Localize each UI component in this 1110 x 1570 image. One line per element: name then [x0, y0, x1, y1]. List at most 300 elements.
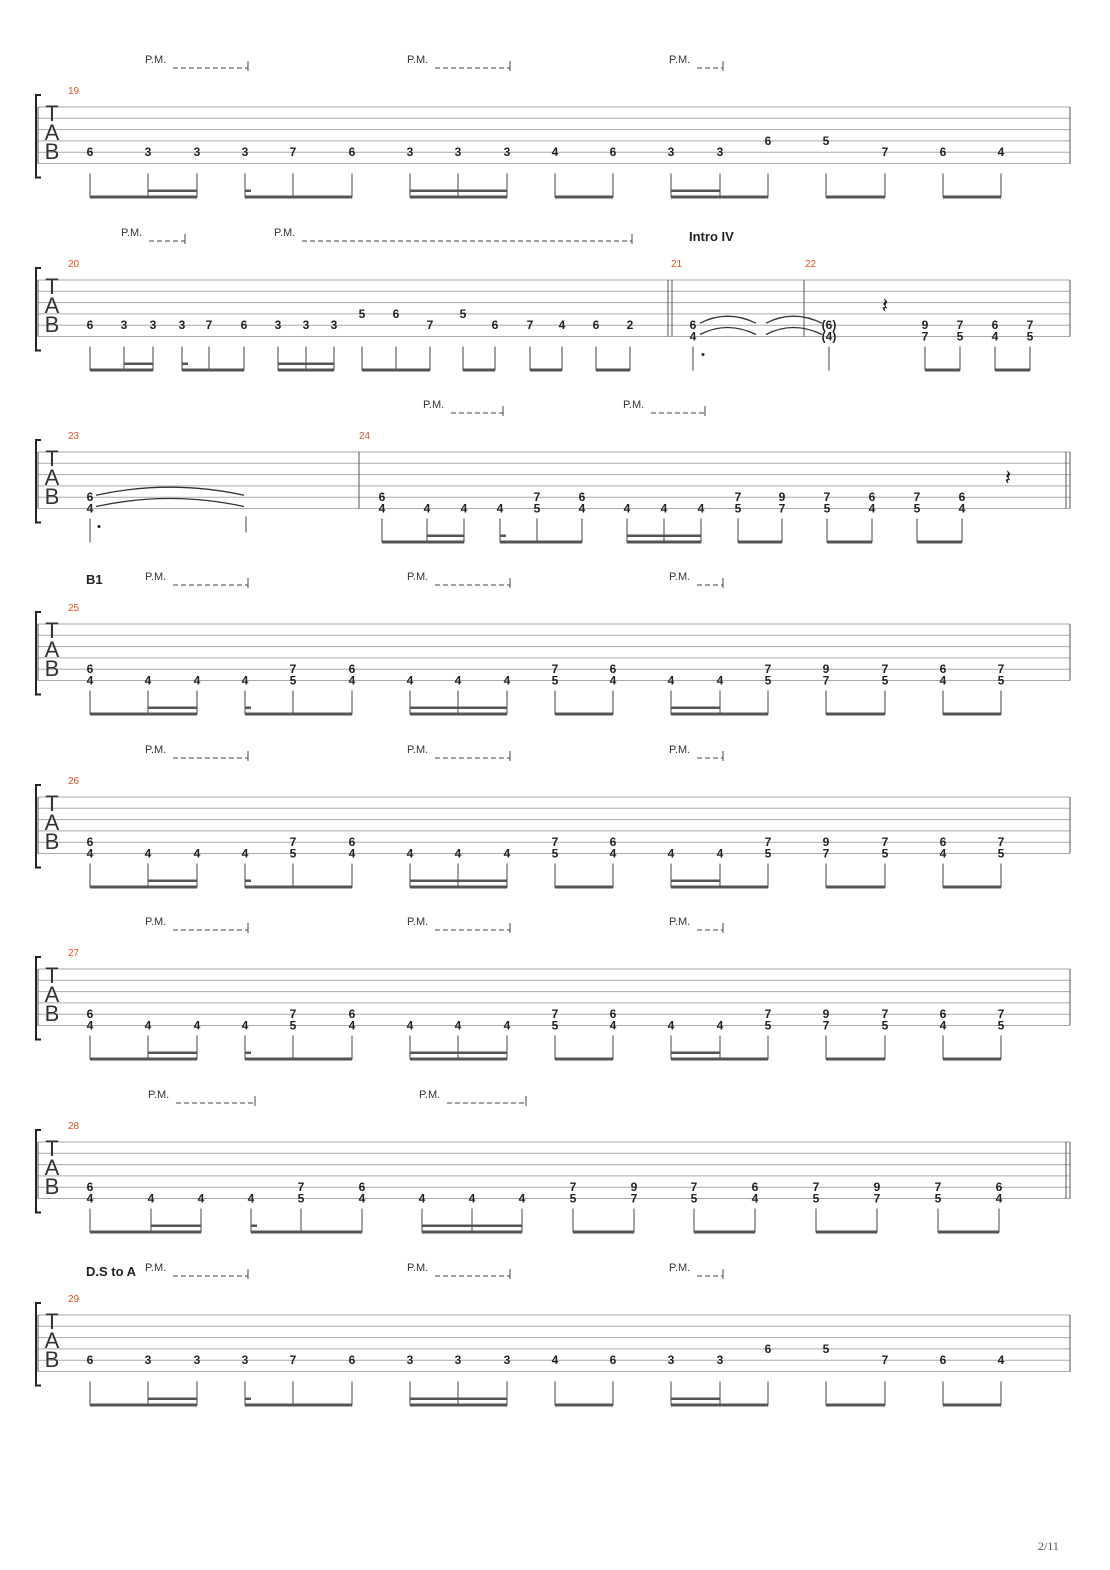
fret-number: 4 — [503, 673, 511, 688]
fret-number: 4 — [241, 846, 249, 861]
beam-16th — [500, 535, 506, 538]
fret-number: 4 — [454, 673, 462, 688]
fret-number: 6 — [86, 1180, 94, 1195]
fret-number: 4 — [716, 1018, 724, 1033]
tab-system — [36, 399, 1070, 544]
fret-number: 4 — [997, 1353, 1005, 1368]
beam — [943, 713, 1001, 716]
beam — [826, 1404, 885, 1407]
fret-number: 7 — [551, 662, 559, 677]
fret-number: 5 — [822, 1341, 830, 1356]
tab-system — [36, 54, 1070, 199]
fret-number: 3 — [503, 145, 511, 160]
fret-number: 4 — [991, 329, 999, 344]
fret-number: 6 — [86, 662, 94, 677]
fret-number: 6 — [868, 490, 876, 505]
tab-clef-letter: A — [44, 810, 60, 835]
fret-number: 4 — [939, 846, 947, 861]
beam — [555, 1404, 613, 1407]
beam-16th — [410, 707, 507, 710]
palm-mute-label: P.M. — [669, 1262, 691, 1274]
fret-number: 7 — [569, 1180, 577, 1195]
tab-clef-letter: B — [44, 312, 60, 337]
section-label: Intro IV — [689, 229, 734, 244]
fret-number: 9 — [822, 835, 830, 850]
tab-clef-letter: B — [44, 656, 60, 681]
fret-number: 5 — [881, 846, 889, 861]
fret-number: 3 — [120, 318, 128, 333]
beam — [410, 1404, 507, 1407]
palm-mute-label: P.M. — [423, 399, 445, 411]
beam — [530, 369, 562, 372]
fret-number: 9 — [822, 662, 830, 677]
fret-number: 7 — [997, 662, 1005, 677]
fret-number: (6) — [821, 318, 837, 333]
beam-16th — [182, 363, 188, 366]
tab-clef-letter: T — [45, 963, 59, 988]
fret-number: 4 — [418, 1191, 426, 1206]
fret-number: 5 — [881, 1018, 889, 1033]
fret-number: 4 — [348, 846, 356, 861]
fret-number: 6 — [392, 306, 400, 321]
fret-number: 6 — [578, 490, 586, 505]
fret-number: 3 — [274, 318, 282, 333]
palm-mute-label: P.M. — [419, 1089, 441, 1101]
tab-system — [36, 1089, 1070, 1234]
beam — [816, 1231, 877, 1234]
fret-number: 4 — [144, 846, 152, 861]
fret-number: 5 — [997, 846, 1005, 861]
tab-clef-letter: A — [44, 982, 60, 1007]
fret-number: 6 — [378, 490, 386, 505]
tab-clef-letter: T — [45, 446, 59, 471]
fret-number: 4 — [241, 1018, 249, 1033]
fret-number: 7 — [764, 662, 772, 677]
beam-16th — [245, 1398, 251, 1401]
beam — [671, 196, 768, 199]
measure-number: 27 — [68, 948, 80, 959]
fret-number: 5 — [551, 1018, 559, 1033]
fret-number: 4 — [468, 1191, 476, 1206]
fret-number: 4 — [503, 846, 511, 861]
fret-number: 4 — [86, 1191, 94, 1206]
fret-number: 6 — [751, 1180, 759, 1195]
fret-number: 7 — [822, 846, 830, 861]
fret-number: 3 — [503, 1353, 511, 1368]
fret-number: 4 — [496, 501, 504, 516]
fret-number: 4 — [197, 1191, 205, 1206]
fret-number: 5 — [289, 673, 297, 688]
beam — [245, 196, 352, 199]
beam — [573, 1231, 634, 1234]
fret-number: 4 — [144, 1018, 152, 1033]
beam — [245, 1404, 352, 1407]
beam-16th — [410, 1398, 507, 1401]
fret-number: 7 — [934, 1180, 942, 1195]
beam-16th — [410, 880, 507, 883]
page-number: 2/11 — [1038, 1539, 1059, 1553]
fret-number: 5 — [734, 501, 742, 516]
beam — [463, 369, 495, 372]
fret-number: 4 — [716, 846, 724, 861]
fret-number: 6 — [348, 835, 356, 850]
fret-number: 7 — [881, 835, 889, 850]
dot — [98, 525, 101, 528]
beam — [245, 713, 352, 716]
fret-number: 4 — [86, 846, 94, 861]
fret-number: 4 — [609, 1018, 617, 1033]
fret-number: 6 — [609, 145, 617, 160]
fret-number: 6 — [764, 1341, 772, 1356]
fret-number: 7 — [734, 490, 742, 505]
fret-number: 7 — [764, 1007, 772, 1022]
tab-clef-letter: T — [45, 1309, 59, 1334]
fret-number: 6 — [592, 318, 600, 333]
fret-number: 4 — [144, 673, 152, 688]
beam — [943, 886, 1001, 889]
fret-number: 4 — [86, 501, 94, 516]
beam-16th — [251, 1225, 257, 1228]
tie — [700, 316, 756, 323]
beam — [90, 369, 153, 372]
fret-number: 4 — [406, 673, 414, 688]
fret-number: 6 — [958, 490, 966, 505]
beam — [671, 1404, 768, 1407]
palm-mute-label: P.M. — [145, 744, 167, 756]
beam — [917, 541, 962, 544]
fret-number: 7 — [551, 1007, 559, 1022]
beam — [90, 196, 197, 199]
fret-number: 4 — [551, 145, 559, 160]
fret-number: 3 — [241, 145, 249, 160]
fret-number: 6 — [86, 1353, 94, 1368]
tab-clef-letter: T — [45, 1136, 59, 1161]
fret-number: 3 — [454, 1353, 462, 1368]
tab-system — [36, 744, 1070, 889]
beam — [995, 369, 1030, 372]
beam-16th — [148, 190, 197, 193]
tab-clef-letter: A — [44, 293, 60, 318]
fret-number: 5 — [551, 846, 559, 861]
beam-16th — [410, 1052, 507, 1055]
measure-number: 25 — [68, 603, 80, 614]
beam-16th — [671, 1398, 720, 1401]
fret-number: 6 — [348, 1353, 356, 1368]
fret-number: 5 — [913, 501, 921, 516]
beam — [278, 369, 334, 372]
measure-number: 20 — [68, 259, 80, 270]
fret-number: 7 — [881, 662, 889, 677]
tab-clef-letter: B — [44, 1347, 60, 1372]
fret-number: 6 — [348, 1007, 356, 1022]
beam-16th — [427, 535, 464, 538]
fret-number: 7 — [630, 1191, 638, 1206]
fret-number: 6 — [86, 490, 94, 505]
fret-number: 4 — [551, 1353, 559, 1368]
fret-number: 3 — [178, 318, 186, 333]
fret-number: 9 — [778, 490, 786, 505]
beam-16th — [124, 363, 153, 366]
fret-number: 7 — [881, 1007, 889, 1022]
fret-number: 7 — [873, 1191, 881, 1206]
palm-mute-label: P.M. — [407, 54, 429, 66]
beam — [500, 541, 582, 544]
fret-number: 7 — [289, 835, 297, 850]
fret-number: 7 — [289, 1353, 297, 1368]
fret-number: 3 — [193, 1353, 201, 1368]
palm-mute-label: P.M. — [274, 227, 296, 239]
tie — [766, 316, 822, 323]
fret-number: 4 — [578, 501, 586, 516]
palm-mute-label: P.M. — [623, 399, 645, 411]
fret-number: 7 — [1026, 318, 1034, 333]
fret-number: 7 — [690, 1180, 698, 1195]
beam-16th — [671, 1052, 720, 1055]
fret-number: 6 — [991, 318, 999, 333]
fret-number: 3 — [241, 1353, 249, 1368]
fret-number: 6 — [609, 662, 617, 677]
fret-number: 6 — [939, 835, 947, 850]
fret-number: 4 — [406, 1018, 414, 1033]
fret-number: 6 — [939, 1007, 947, 1022]
fret-number: 6 — [86, 1007, 94, 1022]
fret-number: 5 — [551, 673, 559, 688]
measure-number: 24 — [359, 431, 371, 442]
dot — [702, 353, 705, 356]
fret-number: 4 — [460, 501, 468, 516]
tab-clef-letter: A — [44, 637, 60, 662]
fret-number: 7 — [822, 673, 830, 688]
beam — [827, 541, 872, 544]
fret-number: 5 — [569, 1191, 577, 1206]
fret-number: 7 — [289, 145, 297, 160]
beam — [671, 886, 768, 889]
fret-number: 3 — [454, 145, 462, 160]
beam — [251, 1231, 362, 1234]
beam — [410, 1058, 507, 1061]
fret-number: 4 — [147, 1191, 155, 1206]
tab-clef-letter: A — [44, 1155, 60, 1180]
tab-system — [36, 1262, 1070, 1407]
palm-mute-label: P.M. — [407, 1262, 429, 1274]
fret-number: 4 — [193, 673, 201, 688]
beam-16th — [148, 1052, 197, 1055]
fret-number: 4 — [454, 1018, 462, 1033]
palm-mute-label: P.M. — [145, 916, 167, 928]
beam — [90, 713, 197, 716]
palm-mute-label: P.M. — [145, 54, 167, 66]
fret-number: 3 — [149, 318, 157, 333]
beam — [627, 541, 701, 544]
fret-number: 5 — [289, 846, 297, 861]
beam — [694, 1231, 755, 1234]
fret-number: 7 — [997, 835, 1005, 850]
fret-number: 4 — [609, 673, 617, 688]
beam — [596, 369, 630, 372]
palm-mute-label: P.M. — [669, 54, 691, 66]
beam — [90, 1404, 197, 1407]
fret-number: 5 — [764, 673, 772, 688]
tie — [96, 499, 244, 507]
tab-clef-letter: T — [45, 618, 59, 643]
beam-16th — [245, 707, 251, 710]
tab-clef-letter: A — [44, 1328, 60, 1353]
palm-mute-label: P.M. — [145, 1262, 167, 1274]
beam — [943, 196, 1001, 199]
measure-number: 22 — [805, 259, 817, 270]
fret-number: 9 — [630, 1180, 638, 1195]
fret-number: 4 — [241, 673, 249, 688]
measure-number: 21 — [671, 259, 683, 270]
fret-number: 6 — [764, 133, 772, 148]
beam-16th — [245, 1052, 251, 1055]
fret-number: 9 — [873, 1180, 881, 1195]
palm-mute-label: P.M. — [148, 1089, 170, 1101]
beam-16th — [245, 880, 251, 883]
fret-number: 5 — [289, 1018, 297, 1033]
beam-16th — [422, 1225, 522, 1228]
fret-number: 4 — [609, 846, 617, 861]
tab-clef-letter: B — [44, 1174, 60, 1199]
fret-number: 5 — [297, 1191, 305, 1206]
fret-number: 5 — [690, 1191, 698, 1206]
fret-number: 5 — [822, 133, 830, 148]
beam — [555, 1058, 613, 1061]
fret-number: 9 — [921, 318, 929, 333]
beam — [90, 1231, 201, 1234]
fret-number: 5 — [823, 501, 831, 516]
palm-mute-label: P.M. — [407, 571, 429, 583]
fret-number: 6 — [939, 1353, 947, 1368]
fret-number: 6 — [939, 145, 947, 160]
fret-number: (4) — [821, 329, 837, 344]
fret-number: 5 — [997, 1018, 1005, 1033]
fret-number: 7 — [426, 318, 434, 333]
palm-mute-label: P.M. — [121, 227, 143, 239]
beam-16th — [148, 880, 197, 883]
fret-number: 3 — [667, 1353, 675, 1368]
fret-number: 4 — [697, 501, 705, 516]
fret-number: 3 — [716, 145, 724, 160]
fret-number: 5 — [764, 1018, 772, 1033]
fret-number: 4 — [454, 846, 462, 861]
fret-number: 4 — [716, 673, 724, 688]
fret-number: 5 — [956, 329, 964, 344]
fret-number: 5 — [934, 1191, 942, 1206]
fret-number: 7 — [997, 1007, 1005, 1022]
fret-number: 6 — [240, 318, 248, 333]
tab-clef-letter: A — [44, 120, 60, 145]
beam — [938, 1231, 999, 1234]
beam-16th — [627, 535, 701, 538]
fret-number: 4 — [623, 501, 631, 516]
beam-16th — [148, 1398, 197, 1401]
fret-number: 5 — [459, 306, 467, 321]
fret-number: 5 — [764, 846, 772, 861]
fret-number: 3 — [193, 145, 201, 160]
fret-number: 4 — [86, 673, 94, 688]
beam — [555, 713, 613, 716]
fret-number: 7 — [297, 1180, 305, 1195]
fret-number: 7 — [881, 1353, 889, 1368]
fret-number: 3 — [667, 145, 675, 160]
fret-number: 5 — [358, 306, 366, 321]
beam — [826, 1058, 885, 1061]
measure-number: 19 — [68, 86, 80, 97]
tab-clef-letter: B — [44, 484, 60, 509]
fret-number: 5 — [1026, 329, 1034, 344]
fret-number: 5 — [812, 1191, 820, 1206]
fret-number: 4 — [86, 1018, 94, 1033]
fret-number: 6 — [689, 318, 697, 333]
fret-number: 6 — [86, 318, 94, 333]
fret-number: 7 — [205, 318, 213, 333]
palm-mute-label: P.M. — [669, 571, 691, 583]
palm-mute-label: P.M. — [669, 916, 691, 928]
fret-number: 3 — [302, 318, 310, 333]
tab-clef-letter: B — [44, 829, 60, 854]
fret-number: 4 — [660, 501, 668, 516]
beam — [410, 886, 507, 889]
beam — [943, 1404, 1001, 1407]
beam — [362, 369, 430, 372]
fret-number: 4 — [358, 1191, 366, 1206]
fret-number: 4 — [939, 673, 947, 688]
measure-number: 29 — [68, 1294, 80, 1305]
fret-number: 3 — [330, 318, 338, 333]
beam — [826, 196, 885, 199]
palm-mute-label: P.M. — [407, 916, 429, 928]
beam — [826, 713, 885, 716]
beam-16th — [151, 1225, 201, 1228]
fret-number: 4 — [193, 846, 201, 861]
fret-number: 4 — [558, 318, 566, 333]
fret-number: 6 — [86, 835, 94, 850]
quarter-rest: 𝄽 — [881, 293, 889, 318]
fret-number: 5 — [881, 673, 889, 688]
fret-number: 4 — [378, 501, 386, 516]
fret-number: 4 — [193, 1018, 201, 1033]
fret-number: 6 — [609, 1007, 617, 1022]
tab-system — [36, 571, 1070, 716]
measure-number: 23 — [68, 431, 80, 442]
tie — [96, 487, 244, 495]
fret-number: 7 — [812, 1180, 820, 1195]
fret-number: 6 — [939, 662, 947, 677]
beam — [182, 369, 244, 372]
beam — [382, 541, 464, 544]
palm-mute-label: P.M. — [669, 744, 691, 756]
beam-16th — [671, 880, 720, 883]
fret-number: 6 — [358, 1180, 366, 1195]
fret-number: 2 — [626, 318, 634, 333]
beam — [90, 1058, 197, 1061]
beam — [245, 886, 352, 889]
fret-number: 4 — [348, 673, 356, 688]
beam — [90, 886, 197, 889]
fret-number: 7 — [881, 145, 889, 160]
fret-number: 6 — [609, 1353, 617, 1368]
measure-number: 28 — [68, 1121, 80, 1132]
tie — [766, 328, 822, 335]
fret-number: 7 — [778, 501, 786, 516]
fret-number: 4 — [247, 1191, 255, 1206]
fret-number: 3 — [406, 145, 414, 160]
tab-clef-letter: T — [45, 101, 59, 126]
fret-number: 6 — [86, 145, 94, 160]
fret-number: 4 — [689, 329, 697, 344]
tab-clef-letter: B — [44, 1001, 60, 1026]
